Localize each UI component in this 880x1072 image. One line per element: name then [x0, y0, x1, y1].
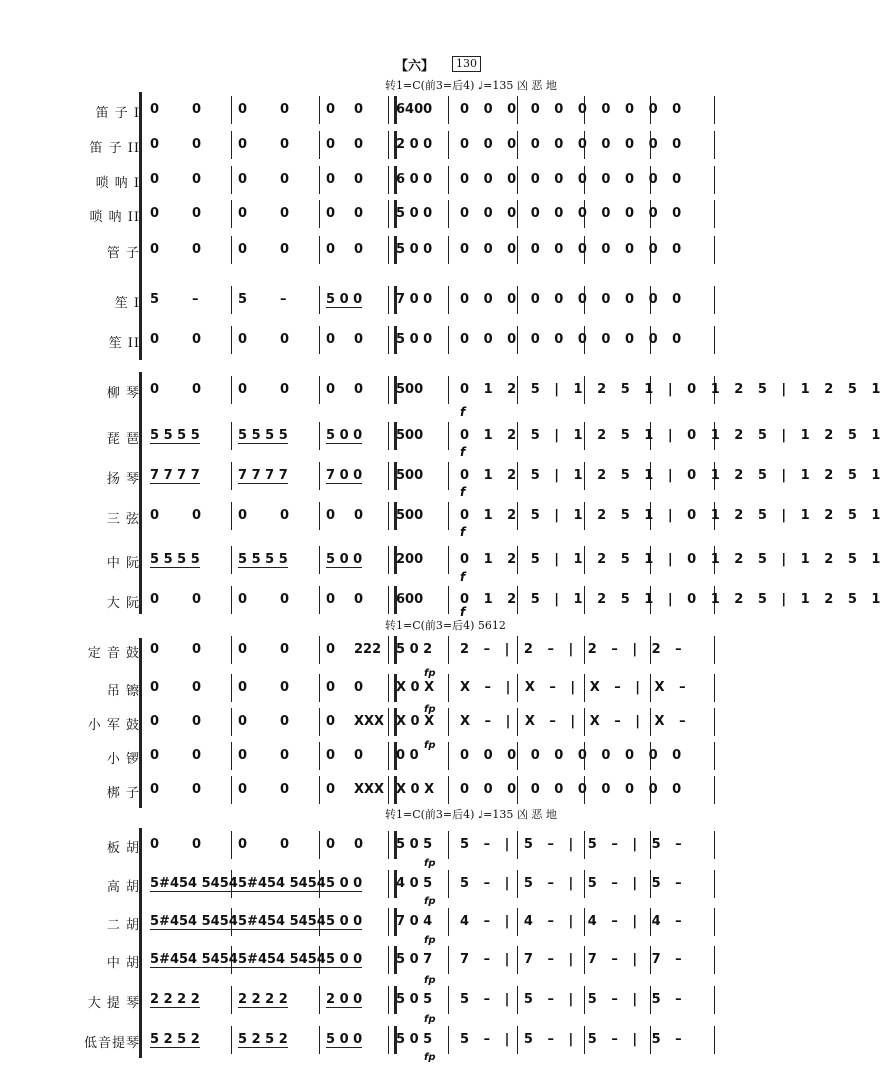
bar-line [714, 326, 715, 354]
note-cell: 0 [326, 782, 336, 797]
post-entry-notes: 0 0 0 0 0 0 0 0 0 0 [460, 748, 682, 763]
note-cell: 0 [238, 748, 248, 763]
note-cell: 0 [150, 102, 160, 117]
note-cell: 0 [150, 592, 160, 607]
bar-line [231, 166, 232, 194]
note-cell: 0 [150, 332, 160, 347]
note-cell: XXX [354, 782, 385, 797]
entry-cell: X 0 X [396, 680, 435, 695]
bar-line [448, 636, 449, 664]
note-cell: 0 [150, 242, 160, 257]
note-cell: 0 [192, 332, 202, 347]
instrument-label: 唢 呐 II [89, 210, 140, 225]
instrument-label: 唢 呐 I [95, 176, 140, 191]
bar-line [448, 286, 449, 314]
key-change-percussion: 转1=C(前3=后4) 5612 [385, 619, 506, 632]
instrument-label: 中 阮 [106, 556, 140, 571]
post-entry-notes: 0 1 2 5 | 1 2 5 1 | 0 1 2 5 | 1 2 5 1 [460, 552, 880, 567]
bar-line [714, 286, 715, 314]
note-cell: 0 [326, 680, 336, 695]
note-cell: 0 [354, 206, 364, 221]
bar-line [319, 462, 320, 490]
entry-cell: 7 0 4 [396, 914, 433, 929]
note-cell: 0 [280, 714, 290, 729]
bar-line [448, 376, 449, 404]
forte-marking: f [460, 605, 466, 619]
bar-line [448, 586, 449, 614]
forte-marking: f [460, 525, 466, 539]
instrument-label: 二 胡 [106, 918, 140, 933]
note-cell: 0 [354, 837, 364, 852]
note-cell: 0 [354, 102, 364, 117]
note-cell: 5#454 5454 [150, 952, 238, 967]
note-cell: 0 [238, 714, 248, 729]
entry-cell: 5 0 0 [396, 332, 433, 347]
note-cell: 222 [354, 642, 382, 657]
note-cell: 0 [326, 508, 336, 523]
bar-line [231, 742, 232, 770]
note-cell: 0 [280, 642, 290, 657]
instrument-label: 笛 子 II [89, 141, 140, 156]
bar-line [714, 986, 715, 1014]
bar-line [714, 831, 715, 859]
bar-line [319, 742, 320, 770]
note-cell: 0 [238, 332, 248, 347]
note-cell: 0 [150, 642, 160, 657]
bar-line [319, 546, 320, 574]
bar-line [319, 200, 320, 228]
note-cell: 0 [150, 748, 160, 763]
note-cell: 0 [280, 332, 290, 347]
forte-marking: f [460, 485, 466, 499]
note-cell: 0 [326, 748, 336, 763]
note-cell: 0 [354, 242, 364, 257]
note-cell: 0 [150, 837, 160, 852]
note-cell: 0 [326, 837, 336, 852]
post-entry-notes: 0 0 0 0 0 0 0 0 0 0 [460, 782, 682, 797]
instrument-label: 吊 镲 [106, 684, 140, 699]
entry-cell: 5 0 2 [396, 642, 433, 657]
bar-line [231, 674, 232, 702]
note-cell: 5 5 5 5 [150, 552, 200, 567]
entry-cell: 5 0 5 [396, 1032, 433, 1047]
bar-line [714, 946, 715, 974]
note-cell: 0 [238, 102, 248, 117]
bar-line [319, 1026, 320, 1054]
bar-line [231, 286, 232, 314]
entry-cell: 5 0 5 [396, 992, 433, 1007]
note-cell: – [192, 292, 199, 307]
entry-cell: 5 0 0 [396, 206, 433, 221]
entry-cell: 0 0 [396, 748, 419, 763]
note-cell: 0 [192, 206, 202, 221]
note-cell: 0 [280, 508, 290, 523]
entry-cell: 500 [396, 468, 424, 483]
post-entry-notes: X – | X – | X – | X – [460, 680, 686, 695]
bar-line [448, 946, 449, 974]
note-cell: 0 [280, 680, 290, 695]
note-cell: 5 0 0 [326, 552, 363, 567]
note-cell: 0 [192, 172, 202, 187]
bar-line [319, 326, 320, 354]
note-cell: 5#454 5454 [150, 914, 238, 929]
bar-line [231, 776, 232, 804]
forte-marking: f [460, 570, 466, 584]
note-cell: XXX [354, 714, 385, 729]
note-cell: 0 [326, 137, 336, 152]
instrument-label: 高 胡 [106, 880, 140, 895]
note-cell: 5#454 5454 [150, 876, 238, 891]
instrument-label: 小 军 鼓 [87, 718, 140, 733]
bar-line [231, 462, 232, 490]
note-cell: 5 0 0 [326, 1032, 363, 1047]
key-change-strings: 转1=C(前3=后4) ♩=135 凶 恶 地 [385, 808, 557, 821]
note-cell: 5#454 5454 [238, 952, 326, 967]
bar-line [714, 236, 715, 264]
key-change-top: 转1=C(前3=后4) ♩=135 凶 恶 地 [385, 79, 557, 92]
fortepiano-marking: fp [424, 1052, 436, 1063]
bar-line [319, 831, 320, 859]
note-cell: 2 2 2 2 [238, 992, 288, 1007]
bar-line [231, 708, 232, 736]
note-cell: 0 [238, 837, 248, 852]
post-entry-notes: 0 0 0 0 0 0 0 0 0 0 [460, 242, 682, 257]
post-entry-notes: 4 – | 4 – | 4 – | 4 – [460, 914, 682, 929]
post-entry-notes: 0 0 0 0 0 0 0 0 0 0 [460, 206, 682, 221]
entry-cell: X 0 X [396, 714, 435, 729]
note-cell: 0 [192, 680, 202, 695]
bar-line [714, 96, 715, 124]
entry-cell: 5 0 5 [396, 837, 433, 852]
forte-marking: f [460, 445, 466, 459]
post-entry-notes: 0 0 0 0 0 0 0 0 0 0 [460, 137, 682, 152]
note-cell: 5#454 5454 [238, 876, 326, 891]
note-cell: 0 [150, 508, 160, 523]
note-cell: 0 [238, 782, 248, 797]
note-cell: 0 [238, 592, 248, 607]
bar-line [714, 166, 715, 194]
note-cell: 0 [192, 782, 202, 797]
note-cell: 0 [354, 680, 364, 695]
entry-cell: 600 [396, 592, 424, 607]
note-cell: 0 [280, 782, 290, 797]
instrument-label: 定 音 鼓 [87, 646, 140, 661]
note-cell: 0 [238, 680, 248, 695]
note-cell: 0 [192, 242, 202, 257]
note-cell: 0 [326, 102, 336, 117]
note-cell: 5 2 5 2 [150, 1032, 200, 1047]
note-cell: 0 [192, 748, 202, 763]
bar-line [319, 286, 320, 314]
note-cell: 0 [354, 592, 364, 607]
note-cell: 0 [192, 382, 202, 397]
post-entry-notes: 0 0 0 0 0 0 0 0 0 0 [460, 292, 682, 307]
bar-line [319, 166, 320, 194]
note-cell: 0 [192, 137, 202, 152]
post-entry-notes: 5 – | 5 – | 5 – | 5 – [460, 837, 682, 852]
entry-cell: 6 0 0 [396, 172, 433, 187]
fortepiano-marking: fp [424, 668, 436, 679]
bar-line [448, 200, 449, 228]
note-cell: 5 2 5 2 [238, 1032, 288, 1047]
bar-line [231, 1026, 232, 1054]
note-cell: – [280, 292, 287, 307]
bar-line [319, 96, 320, 124]
bar-line [714, 776, 715, 804]
instrument-label: 中 胡 [106, 956, 140, 971]
instrument-label: 三 弦 [106, 512, 140, 527]
note-cell: 0 [354, 748, 364, 763]
note-cell: 7 7 7 7 [150, 468, 200, 483]
bar-line [714, 1026, 715, 1054]
note-cell: 7 7 7 7 [238, 468, 288, 483]
note-cell: 0 [238, 382, 248, 397]
bar-line [319, 776, 320, 804]
bar-line [319, 236, 320, 264]
note-cell: 0 [150, 680, 160, 695]
note-cell: 0 [354, 382, 364, 397]
bar-line [714, 131, 715, 159]
note-cell: 0 [326, 642, 336, 657]
note-cell: 5 0 0 [326, 876, 363, 891]
section-mark: 【六】 [395, 59, 435, 74]
note-cell: 0 [280, 172, 290, 187]
bar-line [231, 376, 232, 404]
note-cell: 0 [354, 332, 364, 347]
note-cell: 0 [280, 102, 290, 117]
bar-line [231, 326, 232, 354]
note-cell: 0 [238, 508, 248, 523]
bar-line [231, 586, 232, 614]
note-cell: 0 [238, 206, 248, 221]
forte-marking: f [460, 405, 466, 419]
note-cell: 5 0 0 [326, 914, 363, 929]
bar-line [448, 776, 449, 804]
fortepiano-marking: fp [424, 704, 436, 715]
instrument-label: 扬 琴 [106, 472, 140, 487]
entry-cell: 2 0 0 [396, 137, 433, 152]
post-entry-notes: 0 1 2 5 | 1 2 5 1 | 0 1 2 5 | 1 2 5 1 [460, 428, 880, 443]
entry-cell: 5 0 7 [396, 952, 433, 967]
bar-line [231, 831, 232, 859]
bar-line [714, 636, 715, 664]
instrument-label: 板 胡 [106, 841, 140, 856]
bar-line [448, 546, 449, 574]
bar-line [231, 502, 232, 530]
note-cell: 0 [326, 172, 336, 187]
bar-line [231, 546, 232, 574]
entry-cell: 4 0 5 [396, 876, 433, 891]
bar-line [714, 742, 715, 770]
post-entry-notes: 0 0 0 0 0 0 0 0 0 0 [460, 172, 682, 187]
note-cell: 0 [354, 172, 364, 187]
entry-cell: 6400 [396, 102, 433, 117]
note-cell: 0 [238, 137, 248, 152]
bar-line [319, 708, 320, 736]
post-entry-notes: 0 0 0 0 0 0 0 0 0 0 [460, 102, 682, 117]
note-cell: 0 [192, 837, 202, 852]
bar-line [448, 236, 449, 264]
post-entry-notes: 5 – | 5 – | 5 – | 5 – [460, 992, 682, 1007]
note-cell: 0 [326, 714, 336, 729]
bar-line [319, 131, 320, 159]
note-cell: 5 0 0 [326, 952, 363, 967]
bar-line [319, 376, 320, 404]
note-cell: 0 [280, 242, 290, 257]
note-cell: 7 0 0 [326, 468, 363, 483]
bar-line [319, 986, 320, 1014]
note-cell: 0 [280, 137, 290, 152]
bar-line [319, 502, 320, 530]
instrument-label: 笙 II [108, 336, 140, 351]
note-cell: 0 [326, 242, 336, 257]
note-cell: 0 [192, 714, 202, 729]
note-cell: 0 [150, 382, 160, 397]
bar-line [714, 200, 715, 228]
bar-line [448, 1026, 449, 1054]
note-cell: 2 2 2 2 [150, 992, 200, 1007]
note-cell: 5 [238, 292, 248, 307]
post-entry-notes: 5 – | 5 – | 5 – | 5 – [460, 1032, 682, 1047]
bar-line [714, 908, 715, 936]
instrument-label: 梆 子 [106, 786, 140, 801]
note-cell: 5 [150, 292, 160, 307]
note-cell: 0 [326, 592, 336, 607]
measure-number: 130 [452, 56, 481, 72]
note-cell: 0 [280, 382, 290, 397]
note-cell: 0 [280, 206, 290, 221]
post-entry-notes: 0 1 2 5 | 1 2 5 1 | 0 1 2 5 | 1 2 5 1 [460, 508, 880, 523]
post-entry-notes: 0 1 2 5 | 1 2 5 1 | 0 1 2 5 | 1 2 5 1 [460, 468, 880, 483]
instrument-label: 柳 琴 [106, 386, 140, 401]
fortepiano-marking: fp [424, 858, 436, 869]
note-cell: 0 [326, 206, 336, 221]
post-entry-notes: X – | X – | X – | X – [460, 714, 686, 729]
bar-line [448, 422, 449, 450]
post-entry-notes: 0 1 2 5 | 1 2 5 1 | 0 1 2 5 | 1 2 5 1 [460, 382, 880, 397]
entry-cell: X 0 X [396, 782, 435, 797]
note-cell: 0 [280, 748, 290, 763]
note-cell: 0 [192, 592, 202, 607]
bar-line [714, 708, 715, 736]
instrument-label: 琵 琶 [106, 432, 140, 447]
bar-line [231, 986, 232, 1014]
bar-line [231, 131, 232, 159]
bar-line [448, 986, 449, 1014]
note-cell: 0 [238, 242, 248, 257]
fortepiano-marking: fp [424, 740, 436, 751]
note-cell: 0 [150, 714, 160, 729]
bar-line [319, 674, 320, 702]
instrument-label: 低音提琴 [83, 1036, 140, 1051]
note-cell: 0 [192, 642, 202, 657]
bar-line [448, 742, 449, 770]
bar-line [448, 96, 449, 124]
bar-line [319, 422, 320, 450]
entry-cell: 500 [396, 382, 424, 397]
note-cell: 0 [150, 782, 160, 797]
note-cell: 0 [326, 332, 336, 347]
entry-cell: 5 0 0 [396, 242, 433, 257]
bar-line [231, 636, 232, 664]
instrument-label: 小 锣 [106, 752, 140, 767]
note-cell: 5 0 0 [326, 292, 363, 307]
bar-line [319, 636, 320, 664]
note-cell: 0 [150, 206, 160, 221]
note-cell: 2 0 0 [326, 992, 363, 1007]
bar-line [448, 870, 449, 898]
instrument-label: 大 提 琴 [87, 996, 140, 1011]
bar-line [448, 131, 449, 159]
note-cell: 0 [238, 172, 248, 187]
bar-line [231, 200, 232, 228]
fortepiano-marking: fp [424, 896, 436, 907]
post-entry-notes: 0 1 2 5 | 1 2 5 1 | 0 1 2 5 | 1 2 5 1 [460, 592, 880, 607]
note-cell: 5 5 5 5 [238, 552, 288, 567]
entry-cell: 500 [396, 508, 424, 523]
note-cell: 0 [354, 508, 364, 523]
fortepiano-marking: fp [424, 975, 436, 986]
fortepiano-marking: fp [424, 935, 436, 946]
note-cell: 5 0 0 [326, 428, 363, 443]
bar-line [448, 908, 449, 936]
note-cell: 0 [150, 172, 160, 187]
bar-line [231, 422, 232, 450]
note-cell: 0 [238, 642, 248, 657]
post-entry-notes: 7 – | 7 – | 7 – | 7 – [460, 952, 682, 967]
bar-line [448, 326, 449, 354]
bar-line [448, 708, 449, 736]
bar-line [714, 674, 715, 702]
entry-cell: 7 0 0 [396, 292, 433, 307]
note-cell: 0 [280, 592, 290, 607]
fortepiano-marking: fp [424, 1014, 436, 1025]
instrument-label: 笛 子 I [95, 106, 140, 121]
bar-line [231, 96, 232, 124]
bar-line [448, 831, 449, 859]
note-cell: 5 5 5 5 [150, 428, 200, 443]
note-cell: 0 [354, 137, 364, 152]
note-cell: 5#454 5454 [238, 914, 326, 929]
bar-line [714, 870, 715, 898]
bar-line [448, 462, 449, 490]
post-entry-notes: 0 0 0 0 0 0 0 0 0 0 [460, 332, 682, 347]
note-cell: 0 [150, 137, 160, 152]
instrument-label: 笙 I [114, 296, 140, 311]
note-cell: 0 [192, 508, 202, 523]
instrument-label: 大 阮 [106, 596, 140, 611]
note-cell: 5 5 5 5 [238, 428, 288, 443]
note-cell: 0 [192, 102, 202, 117]
entry-cell: 200 [396, 552, 424, 567]
note-cell: 0 [280, 837, 290, 852]
bar-line [448, 166, 449, 194]
bar-line [448, 502, 449, 530]
bar-line [231, 236, 232, 264]
entry-cell: 500 [396, 428, 424, 443]
instrument-label: 管 子 [106, 246, 140, 261]
note-cell: 0 [326, 382, 336, 397]
post-entry-notes: 5 – | 5 – | 5 – | 5 – [460, 876, 682, 891]
bar-line [448, 674, 449, 702]
bar-line [319, 586, 320, 614]
post-entry-notes: 2 – | 2 – | 2 – | 2 – [460, 642, 682, 657]
